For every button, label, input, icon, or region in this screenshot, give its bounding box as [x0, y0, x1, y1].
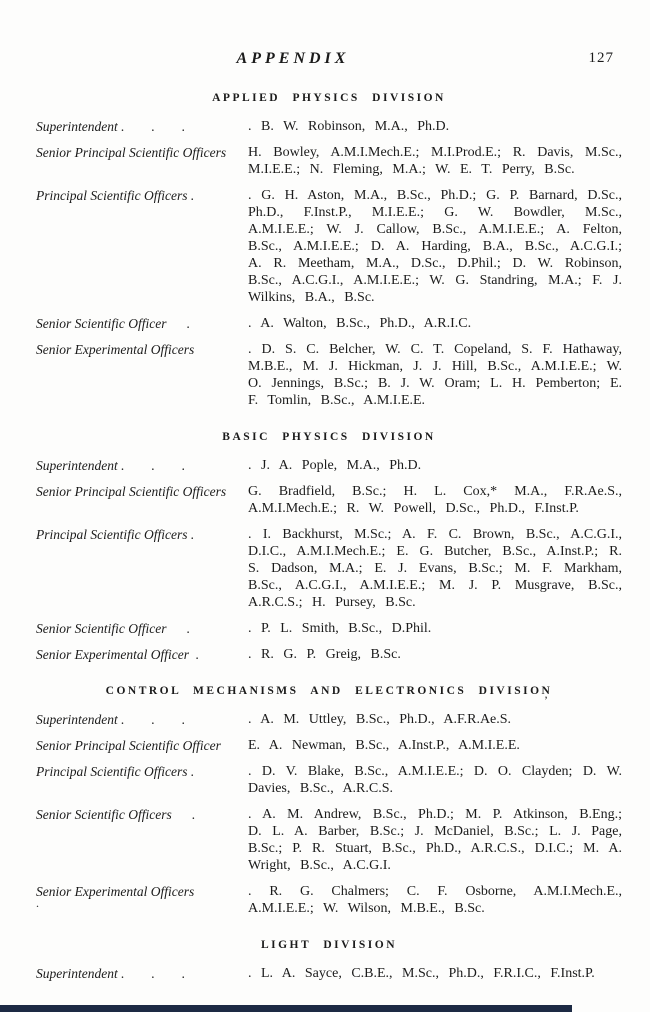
page-title: APPENDIX	[236, 50, 350, 67]
role-label: Senior Experimental Officer .	[36, 647, 200, 662]
division-heading-control-mechanisms: CONTROL MECHANISMS AND ELECTRONICS DIVISION	[105, 685, 553, 697]
page-content	[0, 92, 650, 982]
officer-row	[36, 737, 622, 754]
scan-edge-bar	[0, 1005, 572, 1012]
officers-value: . L. A. Sayce, C.B.E., M.Sc., Ph.D., F.R.I.C., F.Inst.P.	[248, 966, 595, 981]
role-label: Principal Scientific Officers .	[36, 764, 195, 779]
officer-row	[36, 526, 622, 611]
officer-row	[36, 341, 622, 409]
officers-value: . J. A. Pople, M.A., Ph.D.	[248, 458, 422, 473]
role-label: Senior Scientific Officer .	[36, 621, 191, 636]
officer-row	[36, 315, 622, 332]
role-label: Superintendent . . .	[36, 458, 186, 473]
officer-row	[36, 883, 622, 917]
officer-row	[36, 118, 622, 135]
officers-value: . A. M. Andrew, B.Sc., Ph.D.; M. P. Atkinson, B.Eng.; D. L. A. Barber, B.Sc.; J. McDaniel, B.Sc.; L. J. Page, B.Sc.; P. R. Stuart, B.Sc., Ph.D., A.R.C.S., D.I.C.; M. A. Wright, B.Sc., A.C.G.I.	[248, 807, 622, 873]
scan-artifact-tick: ’	[544, 693, 548, 707]
officers-value: . I. Backhurst, M.Sc.; A. F. C. Brown, B.Sc., A.C.G.I., D.I.C., A.M.I.Mech.E.; E. G. Butcher, B.Sc., A.Inst.P.; R. S. Dadson, M.A.; E. J. Evans, B.Sc.; M. F. Markham, B.Sc., A.C.G.I., A.M.I.E.E.; M. J. P. Musgrave, B.Sc., A.R.C.S.; H. Pursey, B.Sc.	[248, 527, 622, 610]
role-label: Principal Scientific Officers .	[36, 527, 195, 542]
role-label: Superintendent . . .	[36, 966, 186, 981]
officers-value: E. A. Newman, B.Sc., A.Inst.P., A.M.I.E.E.	[248, 738, 520, 753]
role-label: Senior Experimental Officers	[36, 342, 195, 357]
division-heading-applied-physics: APPLIED PHYSICS DIVISION	[212, 92, 446, 104]
division-heading-basic-physics: BASIC PHYSICS DIVISION	[222, 431, 436, 443]
page-number: 127	[588, 50, 614, 66]
officers-value: . D. V. Blake, B.Sc., A.M.I.E.E.; D. O. Clayden; D. W. Davies, B.Sc., A.R.C.S.	[248, 764, 622, 796]
role-label: Senior Experimental Officers	[36, 884, 195, 899]
page-header	[0, 0, 650, 70]
officer-row	[36, 763, 622, 797]
division-heading-light: LIGHT DIVISION	[260, 939, 398, 951]
officer-row	[36, 646, 622, 663]
officer-row	[36, 144, 622, 178]
role-label: Senior Principal Scientific Officers	[36, 484, 227, 499]
officers-value: . P. L. Smith, B.Sc., D.Phil.	[248, 621, 432, 636]
officers-value: . B. W. Robinson, M.A., Ph.D.	[248, 119, 450, 134]
role-label: Senior Scientific Officers .	[36, 807, 196, 822]
scan-artifact-dot: .	[36, 896, 39, 910]
officers-value: . R. G. Chalmers; C. F. Osborne, A.M.I.Mech.E., A.M.I.E.E.; W. Wilson, M.B.E., B.Sc.	[248, 884, 622, 916]
officers-value: H. Bowley, A.M.I.Mech.E.; M.I.Prod.E.; R. Davis, M.Sc., M.I.E.E.; N. Fleming, M.A.; W. E. T. Perry, B.Sc.	[248, 145, 622, 177]
officer-row	[36, 483, 622, 517]
officer-row	[36, 806, 622, 874]
role-label: Senior Scientific Officer .	[36, 316, 191, 331]
role-label: Superintendent . . .	[36, 712, 186, 727]
officers-value: . D. S. C. Belcher, W. C. T. Copeland, S. F. Hathaway, M.B.E., M. J. Hickman, J. J. Hill, B.Sc., A.M.I.E.E.; W. O. Jennings, B.Sc.; B. J. W. Oram; L. H. Pemberton; E. F. Tomlin, B.Sc., A.M.I.E.E.	[248, 342, 622, 408]
role-label: Senior Principal Scientific Officer	[36, 738, 221, 753]
officers-value: . R. G. P. Greig, B.Sc.	[248, 647, 401, 662]
officer-row	[36, 620, 622, 637]
officers-value: G. Bradfield, B.Sc.; H. L. Cox,* M.A., F.R.Ae.S., A.M.I.Mech.E.; R. W. Powell, D.Sc., Ph.D., F.Inst.P.	[248, 484, 622, 516]
officer-row	[36, 965, 622, 982]
role-label: Senior Principal Scientific Officers	[36, 145, 227, 160]
officer-row	[36, 711, 622, 728]
officers-value: . A. M. Uttley, B.Sc., Ph.D., A.F.R.Ae.S.	[248, 712, 512, 727]
role-label: Principal Scientific Officers .	[36, 188, 195, 203]
officer-row	[36, 457, 622, 474]
officer-row	[36, 187, 622, 306]
role-label: Superintendent . . .	[36, 119, 186, 134]
officers-value: . G. H. Aston, M.A., B.Sc., Ph.D.; G. P. Barnard, D.Sc., Ph.D., F.Inst.P., M.I.E.E.; G. W. Bowdler, M.Sc., A.M.I.E.E.; W. J. Callow, B.Sc., A.M.I.E.E.; A. Felton, B.Sc., A.M.I.E.E.; D. A. Harding, B.A., B.Sc., A.C.G.I.; A. R. Meetham, M.A., D.Sc., D.Phil.; D. W. Robinson, B.Sc., A.C.G.I., A.M.I.E.E.; W. G. Standring, M.A.; F. J. Wilkins, B.A., B.Sc.	[248, 188, 622, 305]
officers-value: . A. Walton, B.Sc., Ph.D., A.R.I.C.	[248, 316, 472, 331]
